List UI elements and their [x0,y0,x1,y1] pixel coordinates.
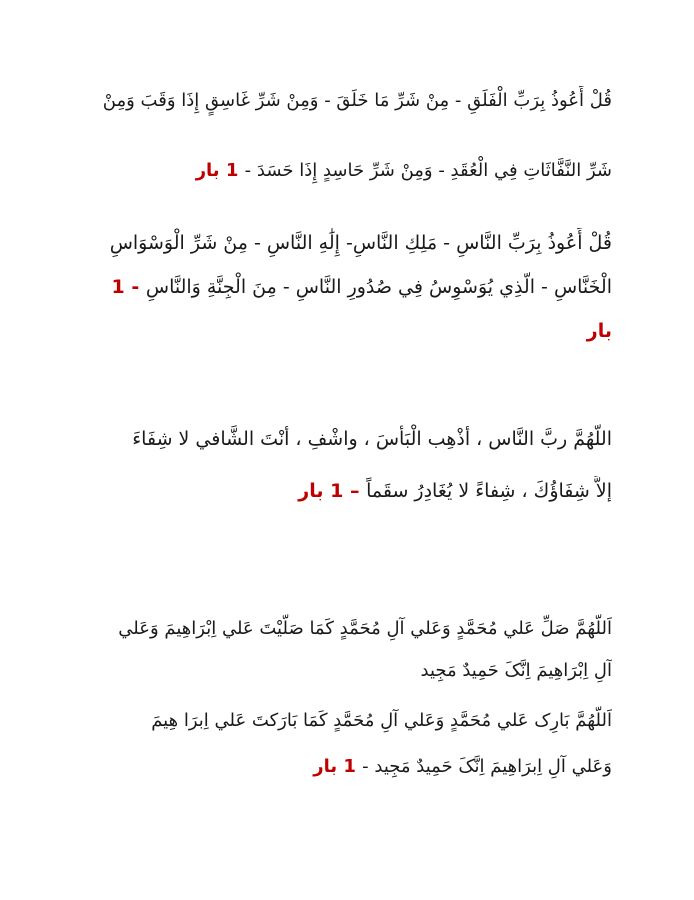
salawat-line-3-text: اَللّهُمَّ بَارِک عَلي مُحَمَّدٍ وَعَلي آلِ مُحَمَّدٍ كَمَا بَارَکتَ عَلي اِبرَا هِيمَ [151,710,612,731]
falaq-repeat-count: 1 بار [195,160,245,181]
salawat-line-4 [72,752,612,782]
salawat-line-1 [72,614,612,644]
nas-line-3 [72,316,612,346]
shifa-line-1-text: اللَّهُمَّ ربَّ النَّاس ، أذْهِب الْبَأسَ ، واشْفِ ، أنْتَ الشَّافي لا شِفَاءَ [132,428,612,450]
falaq-line-2 [72,156,612,186]
nas-repeat-count-number: - 1 [111,276,146,298]
shifa-repeat-count: – 1 بار [298,480,367,502]
salawat-line-2-text: آلِ اِبْرَاهِيمَ اِنَّکَ حَمِيدٌ مَجِيد [420,660,612,681]
shifa-line-1 [72,424,612,454]
salawat-line-1-text: اَللّهُمَّ صَلِّ عَلي مُحَمَّدٍ وَعَلي آلِ مُحَمَّدٍ كَمَا صَلَّيْتَ عَلي اِبْرَاهِيمَ وَعَلي [118,618,612,639]
nas-line-2-text: الْخَنَّاسِ - الَّذِي يُوَسْوِسُ فِي صُدُورِ النَّاسِ - مِنَ الْجِنَّةِ وَالنَّاسِ [145,276,612,298]
nas-line-1-text: قُلْ أَعُوذُ بِرَبِّ النَّاسِ - مَلِكِ النَّاسِ- إِلَٰهِ النَّاسِ - مِنْ شَرِّ الْوَسْوَاسِ [109,232,612,254]
shifa-line-2-text: إلاَّ شِفَاؤُكَ ، شِفاءً لا يُغَادِرُ سقَماً [366,480,612,502]
falaq-line-1-text: قُلْ أَعُوذُ بِرَبِّ الْفَلَقِ - مِنْ شَرِّ مَا خَلَقَ - وَمِنْ شَرِّ غَاسِقٍ إِذَا وَقَبَ وَمِنْ [102,90,612,111]
falaq-line-2-text: شَرِّ النَّفَّاثَاتِ فِي الْعُقَدِ - وَمِنْ شَرِّ حَاسِدٍ إِذَا حَسَدَ - [244,160,612,181]
falaq-line-1 [72,86,612,116]
salawat-line-3 [72,706,612,736]
nas-repeat-count-word: بار [586,320,612,342]
nas-line-1 [72,228,612,258]
shifa-line-2 [72,476,612,506]
nas-line-2 [72,272,612,302]
salawat-line-2 [72,656,612,686]
salawat-repeat-count: 1 بار [313,756,363,777]
salawat-line-4-text: وَعَلي آلِ اِبرَاهِيمَ اِنَّکَ حَمِيدٌ مَجِيد - [362,756,612,777]
